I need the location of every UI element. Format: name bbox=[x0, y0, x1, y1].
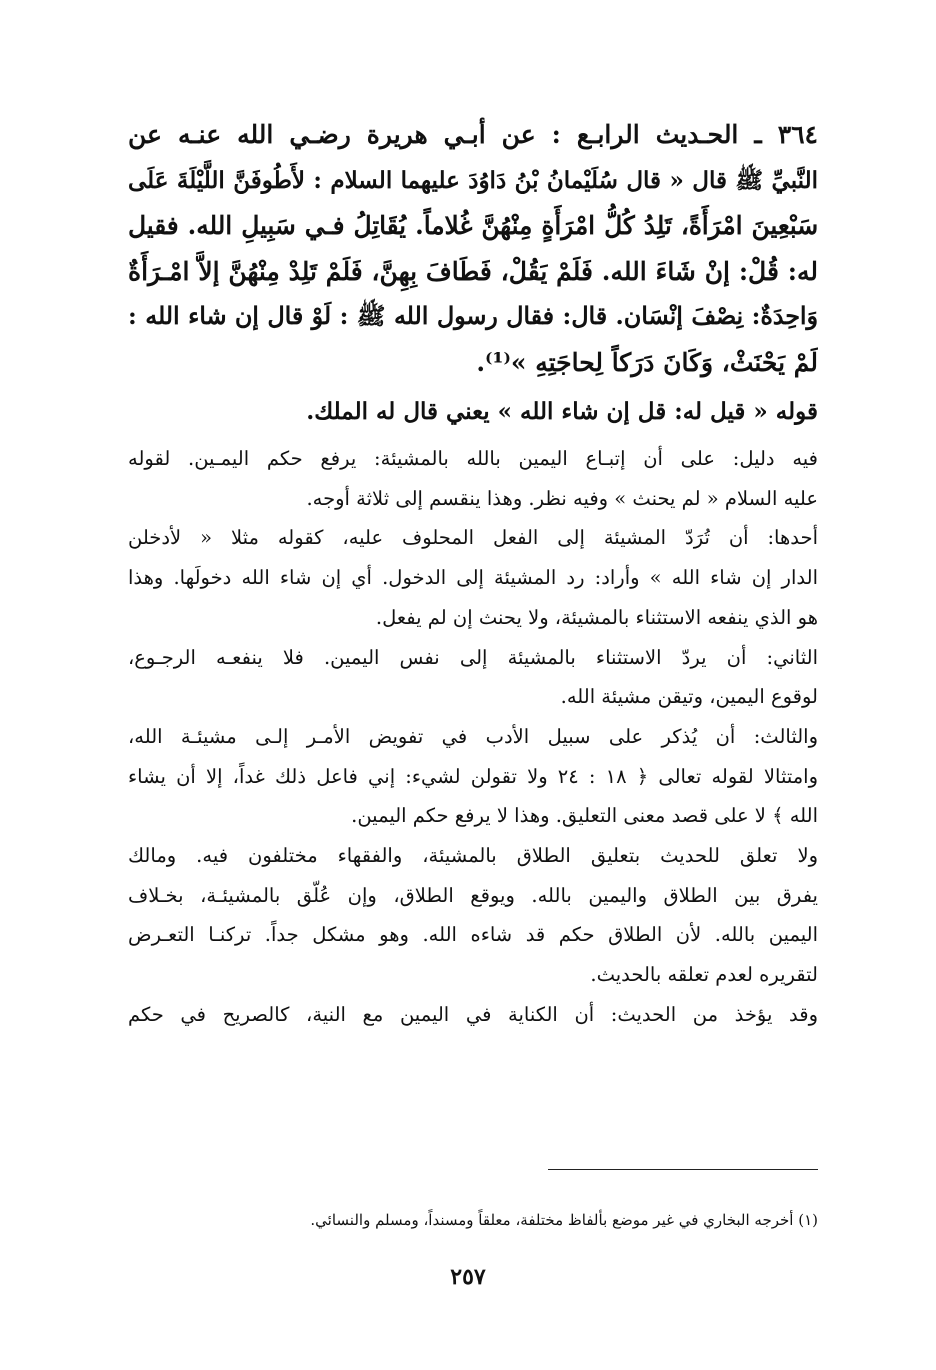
commentary-line: لوقوع اليمين، وتيقن مشيئة الله. bbox=[560, 685, 818, 709]
footnote-separator bbox=[548, 1169, 818, 1170]
footnote: (١) أخرجه البخاري في غير موضع بألفاظ مختلفة، معلقاً ومسنداً، ومسلم والنسائي. bbox=[310, 1211, 818, 1229]
commentary-line: الله ﴾ لا على قصد معنى التعليق. وهذا لا يرفع حكم اليمين. bbox=[351, 804, 818, 828]
hadith-364 bbox=[128, 112, 818, 385]
commentary-paragraph bbox=[128, 717, 818, 836]
quote-line: قوله « قيل له: قل إن شاء الله » يعني قال له الملك. bbox=[306, 398, 818, 425]
commentary-line: الدار إن شاء الله » وأراد: رد المشيئة إلى الدخول. أي إن شاء الله دخولَها. وهذا bbox=[128, 566, 818, 590]
explanation-heading bbox=[128, 389, 818, 435]
commentary-paragraph bbox=[128, 995, 818, 1035]
commentary-paragraph bbox=[128, 439, 818, 518]
commentary-paragraph bbox=[128, 836, 818, 995]
commentary-line: يفرق بين الطلاق واليمين بالله. ويوقع الطلاق، وإن عُلّق بالمشيئـة، بخـلاف bbox=[128, 883, 818, 907]
commentary-line: اليمين بالله. لأن الطلاق حكم قد شاءه الله. وهو مشكل جداً. تركنـا التعـرض bbox=[128, 923, 818, 947]
main-text bbox=[128, 112, 818, 1035]
commentary bbox=[128, 439, 818, 1035]
commentary-line: هو الذي ينفعه الاستثناء بالمشيئة، ولا يحنث إن لم يفعل. bbox=[375, 605, 818, 629]
hadith-line: النَّبيِّ ﷺ قال « قال سُلَيْمانُ بْنُ دَاوُدَ عليهما السلام : لأَطُوفَنَّ اللَّيْلَةَ عَلَى bbox=[128, 166, 818, 194]
page-number: ٢٥٧ bbox=[450, 1264, 486, 1290]
hadith-line: له: قُلْ: إنْ شَاءَ الله. فَلَمْ يَقُلْ، فَطَافَ بِهِنَّ، فَلَمْ تَلِدْ مِنْهُنَّ إلاَّ امْـرَأَةٌ bbox=[128, 256, 818, 286]
commentary-line: والثالث: أن يُذكر على سبيل الأدب في تفويض الأمـر إلـى مشيئـة الله، bbox=[128, 724, 818, 748]
hadith-line: وَاحِدَةٌ: نِصْفَ إنْسَان. قال: فقال رسول الله ﷺ : لَوْ قال إن شاء الله : bbox=[128, 302, 818, 330]
commentary-line: فيه دليل: على أن إتبـاع اليمين بالله بالمشيئة: يرفع حكم اليمـين. لقوله bbox=[128, 447, 818, 470]
commentary-line: وقد يؤخذ من الحديث: أن الكناية في اليمين مع النية، كالصريح في حكم bbox=[128, 1002, 818, 1026]
commentary-line: أحدها: أن تُرَدّ المشيئة إلى الفعل المحلوف عليه، كقوله مثلا « لأدخلن bbox=[128, 526, 818, 550]
commentary-paragraph bbox=[128, 638, 818, 717]
commentary-paragraph bbox=[128, 518, 818, 637]
hadith-line: ٣٦٤ ـ الحـديث الرابـع : عن أبـي هريرة رضـي الله عنـه عن bbox=[128, 120, 818, 149]
hadith-line: لَمْ يَحْنَثْ، وَكَانَ دَرَكاً لِحاجَتِهِ »⁽¹⁾. bbox=[476, 347, 818, 377]
commentary-line: الثاني: أن يردّ الاستثناء بالمشيئة إلى نفس اليمين. فلا ينفعـه الرجـوع، bbox=[128, 645, 818, 669]
commentary-line: وامتثالا لقوله تعالى ﴿ ١٨ : ٢٤ ولا تقولن لشيء: إني فاعل ذلك غداً، إلا أن يشاء bbox=[128, 764, 818, 788]
commentary-line: ولا تعلق للحديث بتعليق الطلاق بالمشيئة، والفقهاء مختلفون فيه. ومالك bbox=[128, 844, 818, 868]
hadith-line: سَبْعِينَ امْرَأَةً، تَلِدُ كُلُّ امْرَأَةٍ مِنْهُنَّ غُلاماً. يُقَاتِلُ فـي سَبِيلِ الله. فقيل bbox=[128, 211, 818, 240]
commentary-line: لتقريره لعدم تعلقه بالحديث. bbox=[590, 963, 818, 987]
commentary-line: عليه السلام « لم يحنث » وفيه نظر. وهذا ينقسم إلى ثلاثة أوجه. bbox=[306, 486, 818, 510]
